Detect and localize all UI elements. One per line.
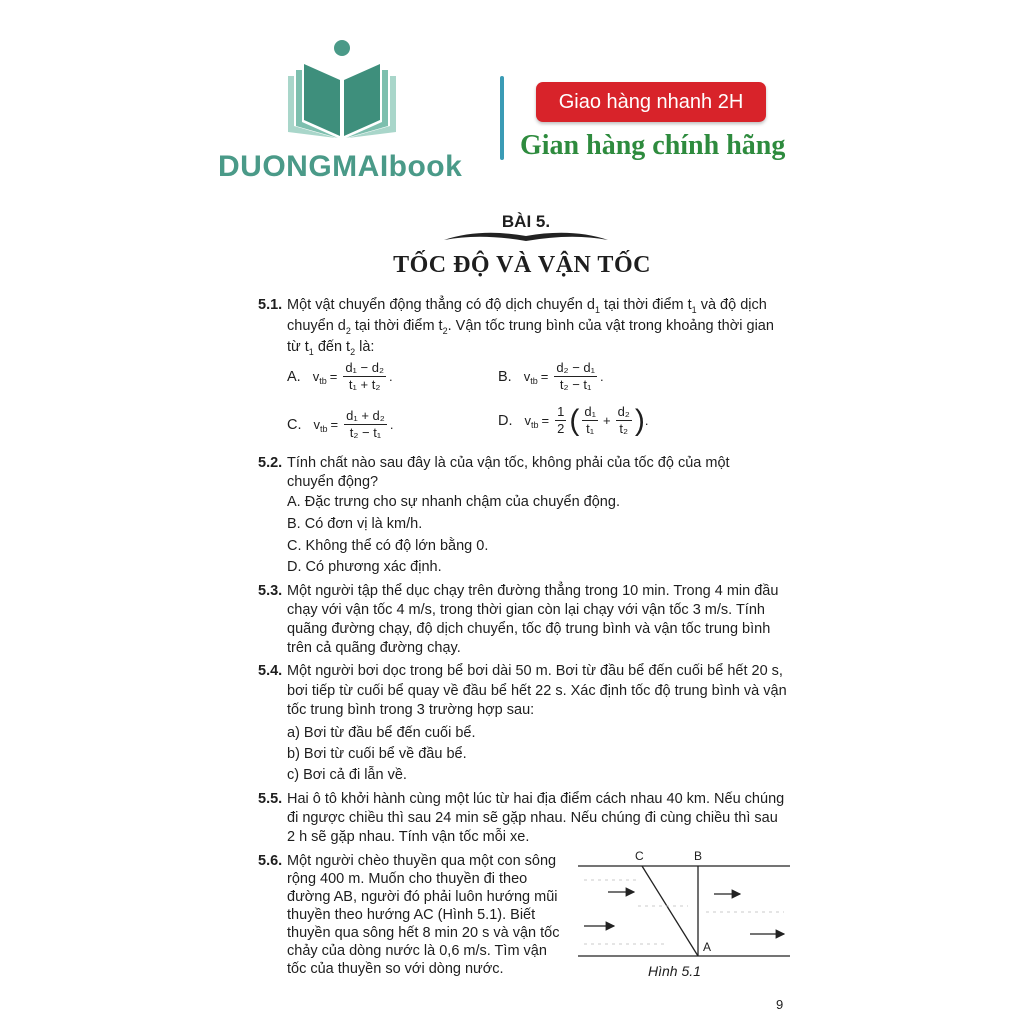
path-ac bbox=[642, 866, 698, 956]
label-c: C bbox=[635, 849, 644, 863]
question-text: chuyển động? bbox=[287, 474, 379, 490]
lesson-title: TỐC ĐỘ VÀ VẬN TỐC bbox=[393, 252, 651, 278]
question-text: chuyển $d_2$ tại thời điểm $t_2$. Vận tốc trung bình của vật trong khoảng thời gian bbox=[287, 318, 774, 336]
lesson-number: BÀI 5. bbox=[501, 212, 551, 231]
question-number: 5.2. bbox=[258, 455, 283, 471]
question-text: Một vật chuyển động thẳng có độ dịch chuyển $d_1$ tại thời điểm $t_1$ và độ dịch bbox=[287, 297, 767, 315]
question-text: thuyền theo hướng AC (Hình 5.1). Biết bbox=[287, 907, 536, 923]
option-b: B. Có đơn vị là km/h. bbox=[287, 516, 423, 532]
question-text: Một người tập thể dục chạy trên đường thẳng trong 10 min. Trong 4 min đầu bbox=[287, 583, 779, 599]
question-text: Một người bơi dọc trong bể bơi dài 50 m. Bơi từ đầu bể đến cuối bể hết 20 s, bbox=[287, 663, 783, 679]
question-number: 5.3. bbox=[258, 583, 283, 599]
open-book-person-icon bbox=[282, 40, 402, 138]
header-divider bbox=[500, 76, 504, 160]
option-a: A. Đặc trưng cho sự nhanh chậm của chuyển động. bbox=[287, 494, 620, 510]
question-text: Tính chất nào sau đây là của vận tốc, không phải của tốc độ của một bbox=[287, 455, 730, 471]
question-text: Hai ô tô khởi hành cùng một lúc từ hai địa điểm cách nhau 40 km. Nếu chúng bbox=[287, 791, 785, 807]
question-number: 5.6. bbox=[258, 853, 283, 869]
option-c: C. v tb = $\frac{\text{d₁ + d₂}}{\text{t₂ − t₁}}$ . bbox=[287, 408, 394, 440]
delivery-badge: Giao hàng nhanh 2H bbox=[536, 82, 766, 122]
figure-caption: Hình 5.1 bbox=[648, 963, 701, 979]
question-number: 5.1. bbox=[258, 297, 283, 313]
question-text: đường AB, người đó phải luôn hướng mũi bbox=[287, 889, 558, 905]
official-store-label: Gian hàng chính hãng bbox=[520, 130, 786, 161]
river-diagram bbox=[578, 848, 790, 960]
question-text: chạy với vận tốc 4 m/s, trong thời gian còn lại chạy với vận tốc 3 m/s. Tính bbox=[287, 602, 765, 618]
question-text: rộng 400 m. Muốn cho thuyền đi theo bbox=[287, 871, 528, 887]
question-text: trên cả quãng đường chạy. bbox=[287, 640, 461, 656]
question-text: tốc của thuyền so với dòng nước. bbox=[287, 961, 504, 977]
question-text: Một người chèo thuyền qua một con sông bbox=[287, 853, 557, 869]
question-text: thuyền qua sông hết 8 min 20 s và vận tốc bbox=[287, 925, 560, 941]
option-a: A. v tb = $\frac{\text{d₁ − d₂}}{\text{t₁ + t₂}}$ . bbox=[287, 360, 393, 392]
brand-name: DUONGMAIbook bbox=[218, 150, 463, 183]
question-text: tốc trung bình trong 3 trường hợp sau: bbox=[287, 702, 535, 718]
label-b: B bbox=[694, 849, 703, 863]
question-number: 5.4. bbox=[258, 663, 283, 679]
option-d: D. v tb = $\frac{1}{2}$ ( $\frac{\text{d₁}}{\text{t₁}}$ + $\frac{\text{d₂}}{\text{t₂}}$ ) . bbox=[498, 403, 649, 437]
page-number: 9 bbox=[776, 997, 784, 1012]
option-d: D. Có phương xác định. bbox=[287, 559, 442, 575]
case-b: b) Bơi từ cuối bể về đầu bể. bbox=[287, 746, 467, 762]
case-a: a) Bơi từ đầu bể đến cuối bể. bbox=[287, 725, 476, 741]
question-text: đi ngược chiều thì sau 24 min sẽ gặp nhau. Nếu chúng đi cùng chiều thì sau bbox=[287, 810, 778, 826]
question-text: chảy của dòng nước là 0,6 m/s. Tìm vận bbox=[287, 943, 547, 959]
label-a: A bbox=[703, 940, 712, 954]
question-text: từ $t_1$ đến $t_2$ là: bbox=[287, 339, 375, 357]
current-arrows bbox=[584, 892, 784, 934]
case-c: c) Bơi cả đi lẫn về. bbox=[287, 767, 407, 783]
option-b: B. v tb = $\frac{\text{d₂ − d₁}}{\text{t₂ − t₁}}$ . bbox=[498, 360, 604, 392]
question-number: 5.5. bbox=[258, 791, 283, 807]
question-text: bơi tiếp từ cuối bể quay về đầu bể hết 22 s. Xác định tốc độ trung bình và vận bbox=[287, 683, 787, 699]
option-c: C. Không thể có độ lớn bằng 0. bbox=[287, 538, 489, 554]
question-text: 2 h sẽ gặp nhau. Tính vận tốc mỗi xe. bbox=[287, 829, 530, 845]
question-text: quãng đường chạy, độ dịch chuyển, tốc độ trung bình và vận tốc trung bình bbox=[287, 621, 771, 637]
